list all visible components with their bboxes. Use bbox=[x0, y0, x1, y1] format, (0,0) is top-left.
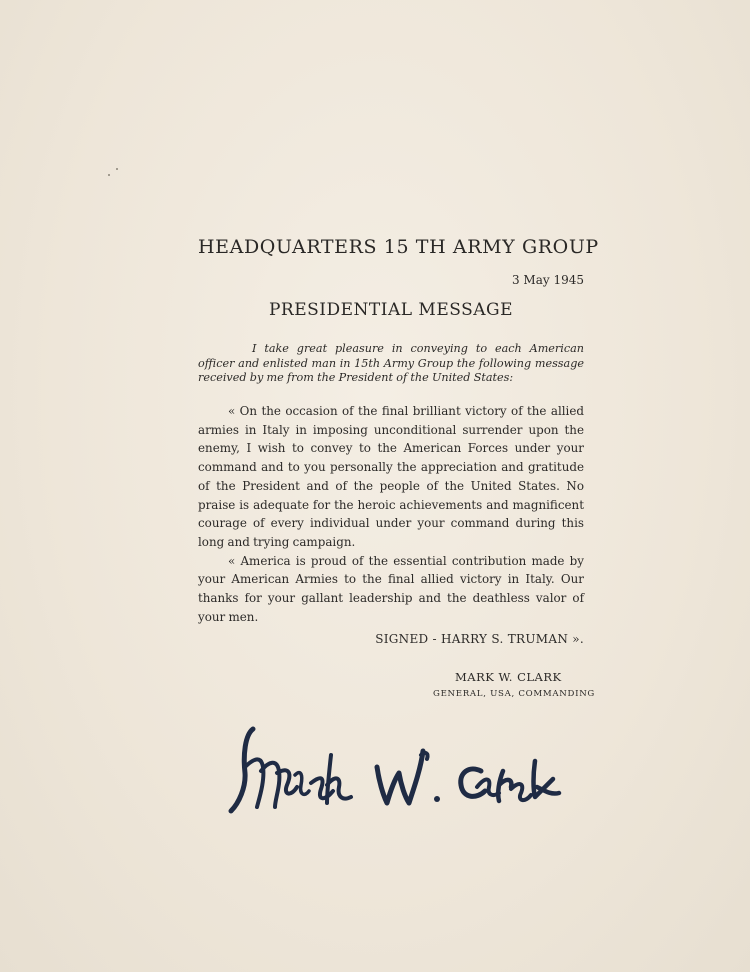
signed-line: SIGNED - HARRY S. TRUMAN ». bbox=[375, 632, 584, 646]
letter-heading: HEADQUARTERS 15 TH ARMY GROUP bbox=[198, 236, 599, 258]
paper-speck bbox=[116, 168, 118, 170]
letter-date: 3 May 1945 bbox=[511, 273, 584, 287]
message-paragraph-1: « On the occasion of the final brilliant victory of the allied armies in Italy in imposing unconditional surrender upon the enemy, I wish to convey to the American Forces under your command and to you personally the appreciation and gratitude of the President and of the people of the United States. No praise is adequate for the heroic achievements and magnificent courage of every individual under your command during this long and trying campaign. bbox=[198, 404, 584, 549]
message-body bbox=[198, 402, 584, 626]
handwritten-signature bbox=[215, 715, 575, 825]
paper-speck bbox=[108, 174, 110, 176]
signer-name: MARK W. CLARK bbox=[455, 670, 562, 684]
message-title: PRESIDENTIAL MESSAGE bbox=[268, 300, 514, 320]
signer-title: GENERAL, USA, COMMANDING bbox=[433, 689, 595, 699]
message-paragraph-2: « America is proud of the essential contribution made by your American Armies to the final allied victory in Italy. Our thanks for your gallant leadership and the deathless valor of your men. bbox=[198, 553, 584, 624]
intro-paragraph: I take great pleasure in conveying to each American officer and enlisted man in 15th Army Group the following message received by me from the President of the United States: bbox=[198, 342, 584, 384]
